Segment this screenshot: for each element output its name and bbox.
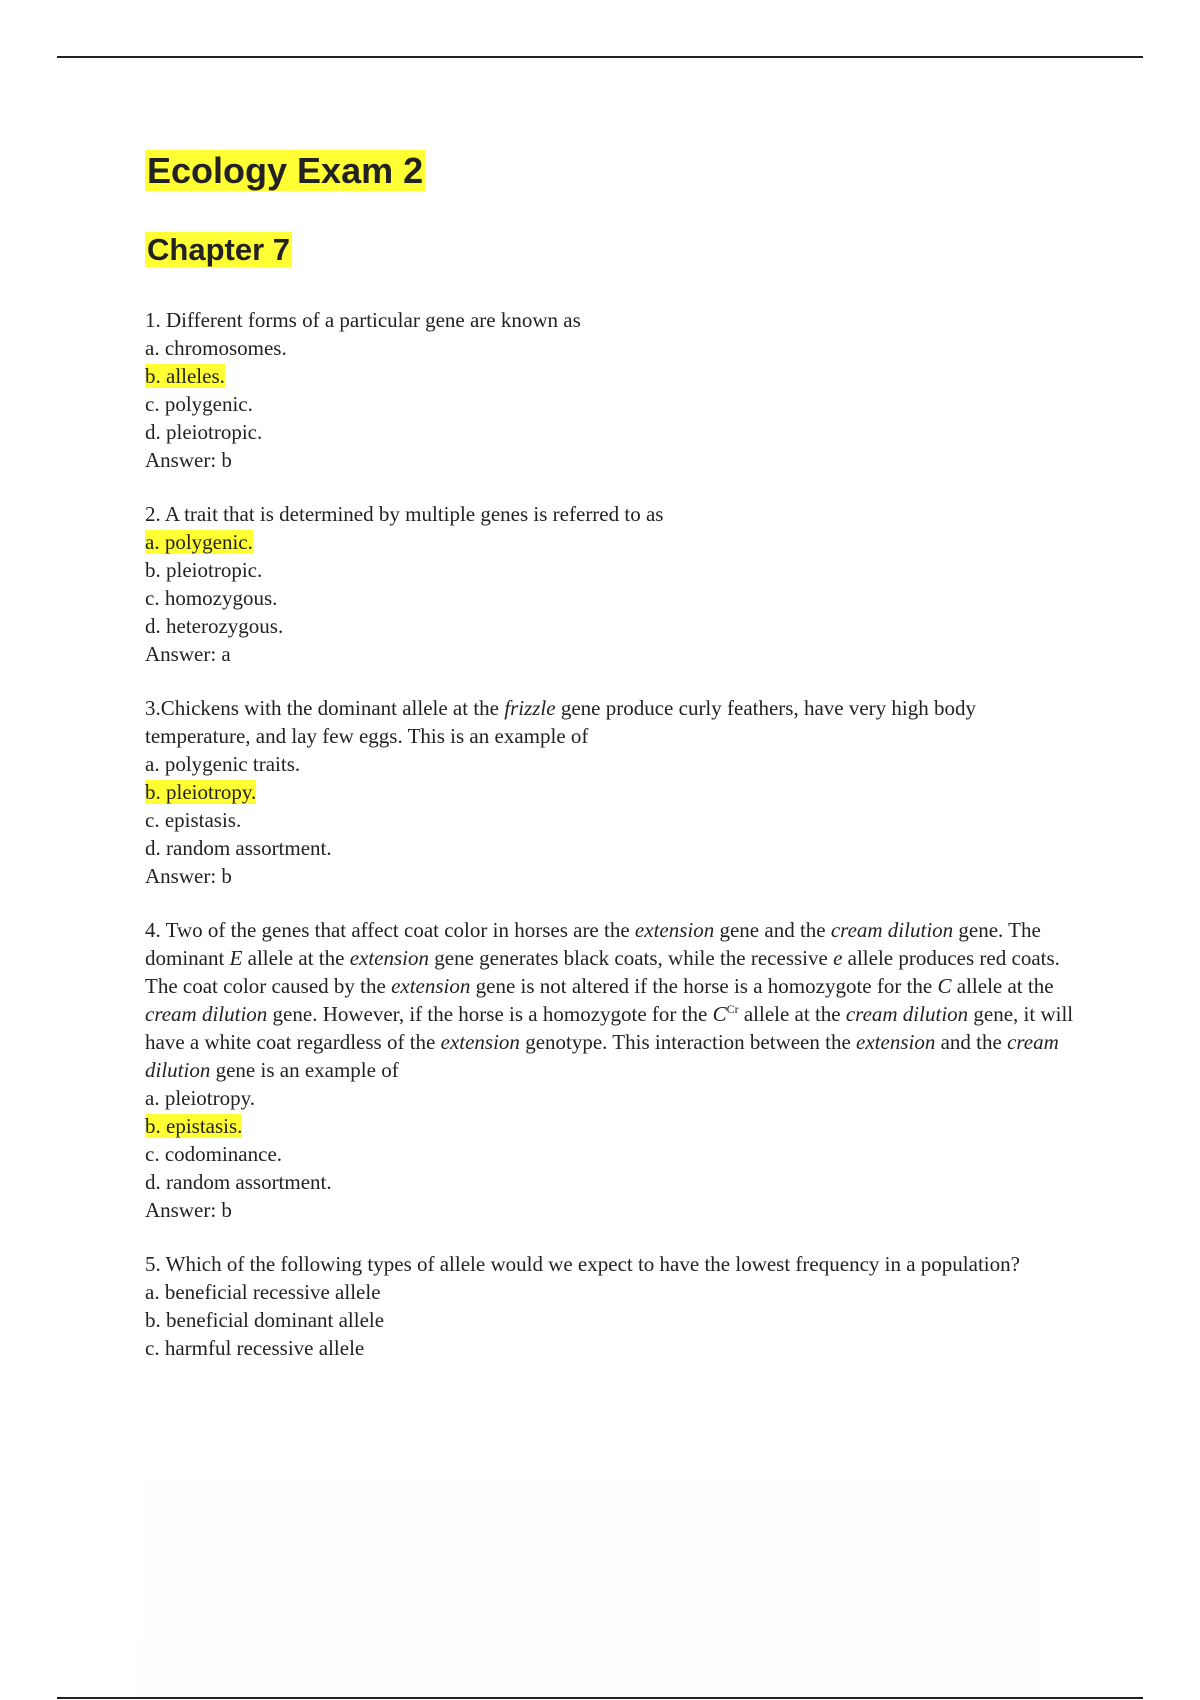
question-stem: 5. Which of the following types of allele would we expect to have the lowest frequency in a population?	[145, 1252, 1020, 1276]
option-d: d. random assortment.	[145, 836, 332, 860]
option-c: c. harmful recessive allele	[145, 1336, 365, 1360]
option-b: b. pleiotropy.	[145, 780, 257, 804]
question-1	[145, 306, 1085, 474]
question-3	[145, 694, 1085, 890]
option-d: d. random assortment.	[145, 1170, 332, 1194]
question-stem: 1. Different forms of a particular gene are known as	[145, 308, 581, 332]
option-c: c. codominance.	[145, 1142, 283, 1166]
answer-line: Answer: b	[145, 448, 232, 472]
page-fade-overlay	[140, 1430, 1040, 1700]
option-a: a. chromosomes.	[145, 336, 287, 360]
option-a: a. pleiotropy.	[145, 1086, 256, 1110]
option-b: b. epistasis.	[145, 1114, 243, 1138]
question-2	[145, 500, 1085, 668]
document-body	[145, 144, 1085, 1388]
option-d: d. heterozygous.	[145, 614, 284, 638]
question-4	[145, 916, 1085, 1224]
question-stem: 2. A trait that is determined by multiple genes is referred to as	[145, 502, 664, 526]
answer-line: Answer: a	[145, 642, 231, 666]
answer-line: Answer: b	[145, 864, 232, 888]
option-c: c. epistasis.	[145, 808, 242, 832]
option-b: b. alleles.	[145, 364, 225, 388]
question-stem: 4. Two of the genes that affect coat color in horses are the extension gene and the cream dilution gene. The dominant E allele at the extension gene generates black coats, while the recessive e allele produces red coats. The coat color caused by the extension gene is not altered if the horse is a homozygote for the C allele at the cream dilution gene. However, if the horse is a homozygote for the $C^{Cr}$ allele at the cream dilution gene, it will have a white coat regardless of the extension genotype. This interaction between the extension and the cream dilution gene is an example of	[145, 918, 1074, 1082]
option-c: c. polygenic.	[145, 392, 253, 416]
option-b: b. pleiotropic.	[145, 558, 263, 582]
top-rule	[57, 56, 1143, 58]
option-b: b. beneficial dominant allele	[145, 1308, 385, 1332]
option-c: c. homozygous.	[145, 586, 278, 610]
document-title: Ecology Exam 2	[147, 150, 424, 191]
question-list	[145, 306, 1085, 1362]
option-a: a. polygenic.	[145, 530, 253, 554]
option-a: a. beneficial recessive allele	[145, 1280, 381, 1304]
option-d: d. pleiotropic.	[145, 420, 263, 444]
question-stem: 3.Chickens with the dominant allele at the frizzle gene produce curly feathers, have very high body temperature, and lay few eggs. This is an example of	[145, 696, 977, 748]
option-a: a. polygenic traits.	[145, 752, 301, 776]
chapter-heading: Chapter 7	[147, 232, 290, 267]
bottom-rule	[57, 1697, 1143, 1699]
answer-line: Answer: b	[145, 1198, 232, 1222]
question-5	[145, 1250, 1085, 1362]
